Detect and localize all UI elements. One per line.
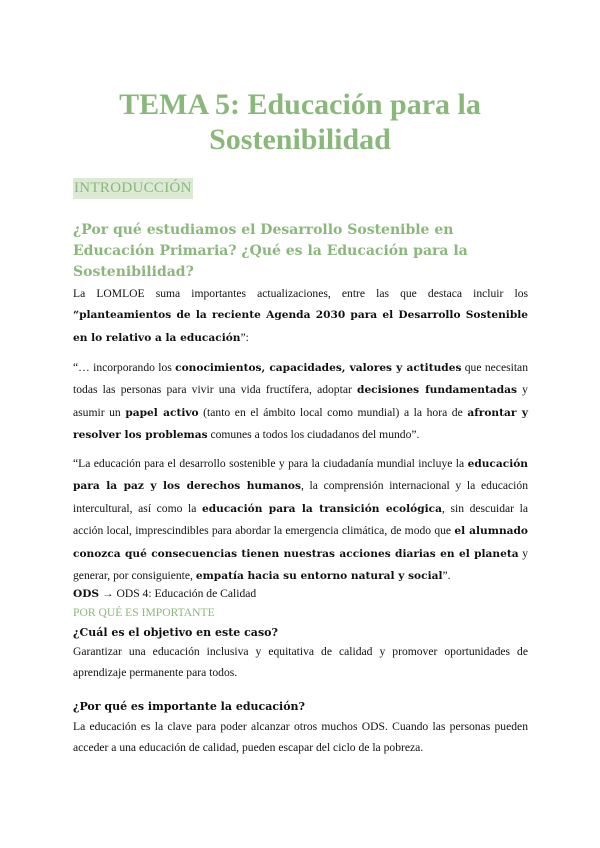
quote-paragraph-1 [73, 357, 528, 447]
quote2-bold-1: educación para la paz y los derechos humanos [73, 458, 528, 493]
quote1-text-1: “… incorporando los [73, 361, 176, 374]
quote1-text-4: (tanto en el ámbito local como mundial) a la hora de [198, 405, 468, 419]
objective-question: ¿Cuál es el objetivo en este caso? [73, 626, 278, 639]
quote1-bold-4: afrontar y resolver los problemas [73, 406, 528, 442]
objective-answer: Garantizar una educación inclusiva y equitativa de calidad y promover oportunidades de aprendizaje permanente para todos. [73, 645, 528, 680]
importance-answer: La educación es la clave para poder alcanzar otros muchos ODS. Cuando las personas pueden acceder a una educación de calidad, pueden escapar del ciclo de la pobreza. [73, 720, 528, 755]
quote2-bold-3: el alumnado conozca qué consecuencias tienen nuestras acciones diarias en el planeta [73, 525, 528, 560]
quote1-text-5: comunes a todos los ciudadanos del mundo”. [207, 428, 420, 442]
intro-text: La LOMLOE suma importantes actualizaciones, entre las que destaca incluir los [73, 287, 528, 300]
quote2-text-5: ”. [442, 569, 451, 583]
quote1-bold-3: papel activo [125, 406, 199, 419]
intro-bold: “planteamientos de la reciente Agenda 2030 para el Desarrollo Sostenible en lo relativo a la educación [73, 309, 528, 344]
quote2-bold-4: empatía hacia su entorno natural y social [195, 570, 443, 583]
why-important-label: POR QUÉ ES IMPORTANTE [73, 606, 215, 619]
page-title: TEMA 5: Educación para la Sostenibilidad [119, 88, 481, 156]
quote1-text-2: que necesitan todas las personas para vivir una vida fructífera, adoptar [73, 361, 528, 397]
subheading: ¿Por qué estudiamos el Desarrollo Sostenible en Educación Primaria? ¿Qué es la Educación para la Sostenibilidad? [73, 222, 468, 280]
ods-line [73, 585, 256, 603]
quote2-text-2: , la comprensión internacional y la educación intercultural, así como la [73, 479, 528, 515]
quote2-text-3: , sin descuidar la acción local, imprescindibles para abordar la emergencia climática, de modo que [73, 501, 528, 538]
quote2-bold-2: educación para la transición ecológica [201, 502, 442, 515]
quote1-bold-1: conocimientos, capacidades, valores y actitudes [175, 362, 462, 374]
intro-text-end: ”: [240, 330, 249, 344]
quote2-text-4: y generar, por consiguiente, [73, 546, 528, 583]
section-heading: INTRODUCCIÓN [73, 178, 193, 199]
quote1-bold-2: decisiones fundamentadas [357, 384, 517, 397]
quote2-text-1: “La educación para el desarrollo sostenible y para la ciudadanía mundial incluye la [73, 457, 468, 470]
quote1-text-3: y asumir un [73, 383, 528, 419]
importance-question: ¿Por qué es importante la educación? [73, 700, 305, 713]
quote-paragraph-2 [73, 453, 528, 587]
intro-paragraph [73, 283, 528, 349]
ods-label: ODS [73, 588, 100, 600]
ods-text: → ODS 4: Educación de Calidad [99, 587, 257, 600]
